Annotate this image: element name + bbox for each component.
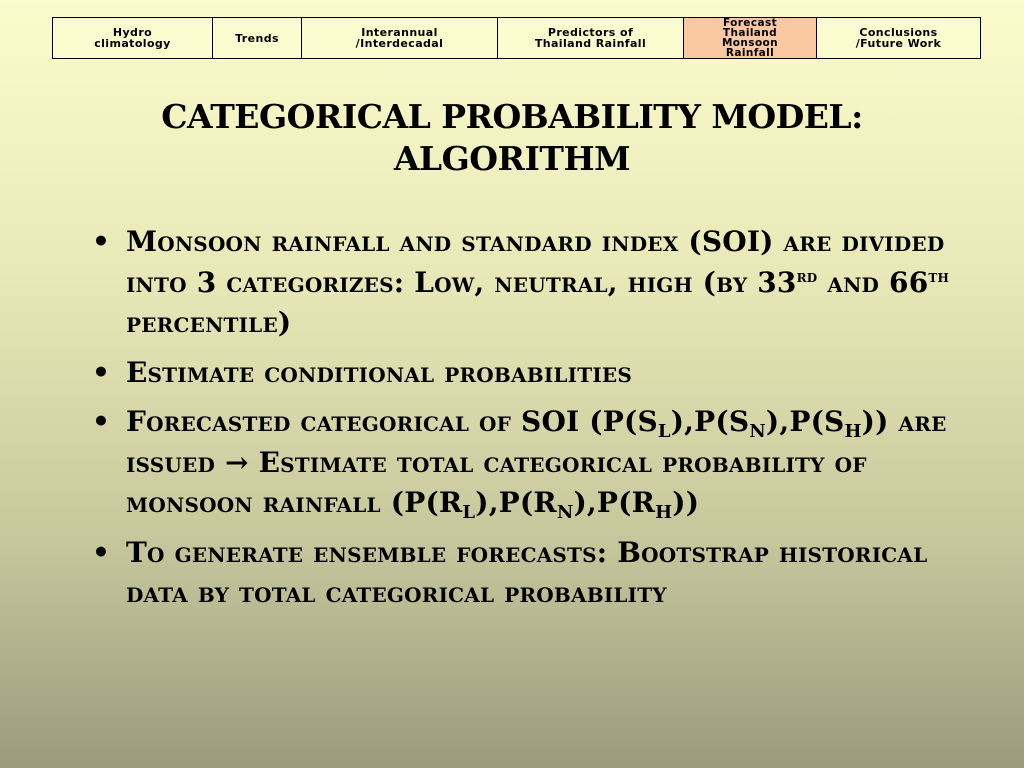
subscript: L (657, 421, 671, 442)
bullet-text: percentile) (126, 306, 292, 339)
bullet-text: To generate ensemble forecasts: Bootstrap historical data by total categorical probability (126, 535, 928, 609)
bullet-text: and 66 (817, 265, 929, 299)
bullet-text: are issued (126, 405, 947, 479)
bullet-list (88, 222, 968, 623)
bullet-text: Estimate total categorical probability of monsoon rainfall (126, 445, 867, 519)
tab-conclusions-future-work[interactable]: Conclusions /Future Work (855, 26, 942, 50)
slide-title (40, 96, 984, 180)
subscript: L (462, 502, 476, 523)
ordinal-suffix: th (928, 266, 950, 287)
bullet-dot-icon: • (92, 355, 111, 389)
soi-prob-label: )) (861, 405, 889, 438)
ordinal-suffix: rd (796, 266, 818, 287)
rain-prob-label: ),P(R (573, 486, 656, 519)
bullet-text: Monsoon rainfall and standard index (SOI) are divided into 3 categorizes: Low, neutral, high (by 33 (126, 225, 945, 299)
title-line-2: ALGORITHM (393, 139, 631, 178)
soi-prob-label: ),P(S (670, 405, 750, 438)
section-nav (52, 17, 981, 59)
tab-predictors-thailand-rainfall[interactable]: Predictors of Thailand Rainfall (498, 18, 684, 58)
tab-trends[interactable]: Trends (213, 18, 302, 58)
bullet-conditional-probabilities (88, 353, 968, 394)
title-line-1: CATEGORICAL PROBABILITY MODEL: (161, 97, 863, 136)
rain-prob-label: ),P(R (475, 486, 557, 519)
subscript: H (655, 502, 673, 523)
subscript: N (749, 421, 766, 442)
soi-prob-label: ),P(S (765, 405, 845, 438)
bullet-forecasted-soi (88, 402, 968, 524)
rain-prob-label: )) (672, 486, 700, 519)
bullet-text: Estimate conditional probabilities (126, 355, 632, 389)
tab-hydroclimatology[interactable]: Hydro climatology (53, 18, 213, 58)
bullet-dot-icon: • (92, 225, 111, 258)
bullet-ensemble-forecasts (88, 533, 968, 614)
rain-prob-label: (P(R (390, 486, 463, 519)
subscript: H (844, 421, 862, 442)
bullet-dot-icon: • (92, 535, 111, 569)
right-arrow-icon: → (224, 445, 249, 479)
bullet-categories (88, 222, 968, 344)
tab-interannual-interdecadal[interactable]: Interannual /Interdecadal (302, 18, 498, 58)
bullet-dot-icon: • (92, 405, 111, 438)
subscript: N (556, 502, 574, 523)
tab-forecast-monsoon-rainfall[interactable]: Forecast Thailand Monsoon Rainfall (684, 18, 817, 58)
bullet-text: Forecasted categorical of SOI (126, 405, 590, 438)
soi-prob-label: (P(S (589, 405, 658, 438)
